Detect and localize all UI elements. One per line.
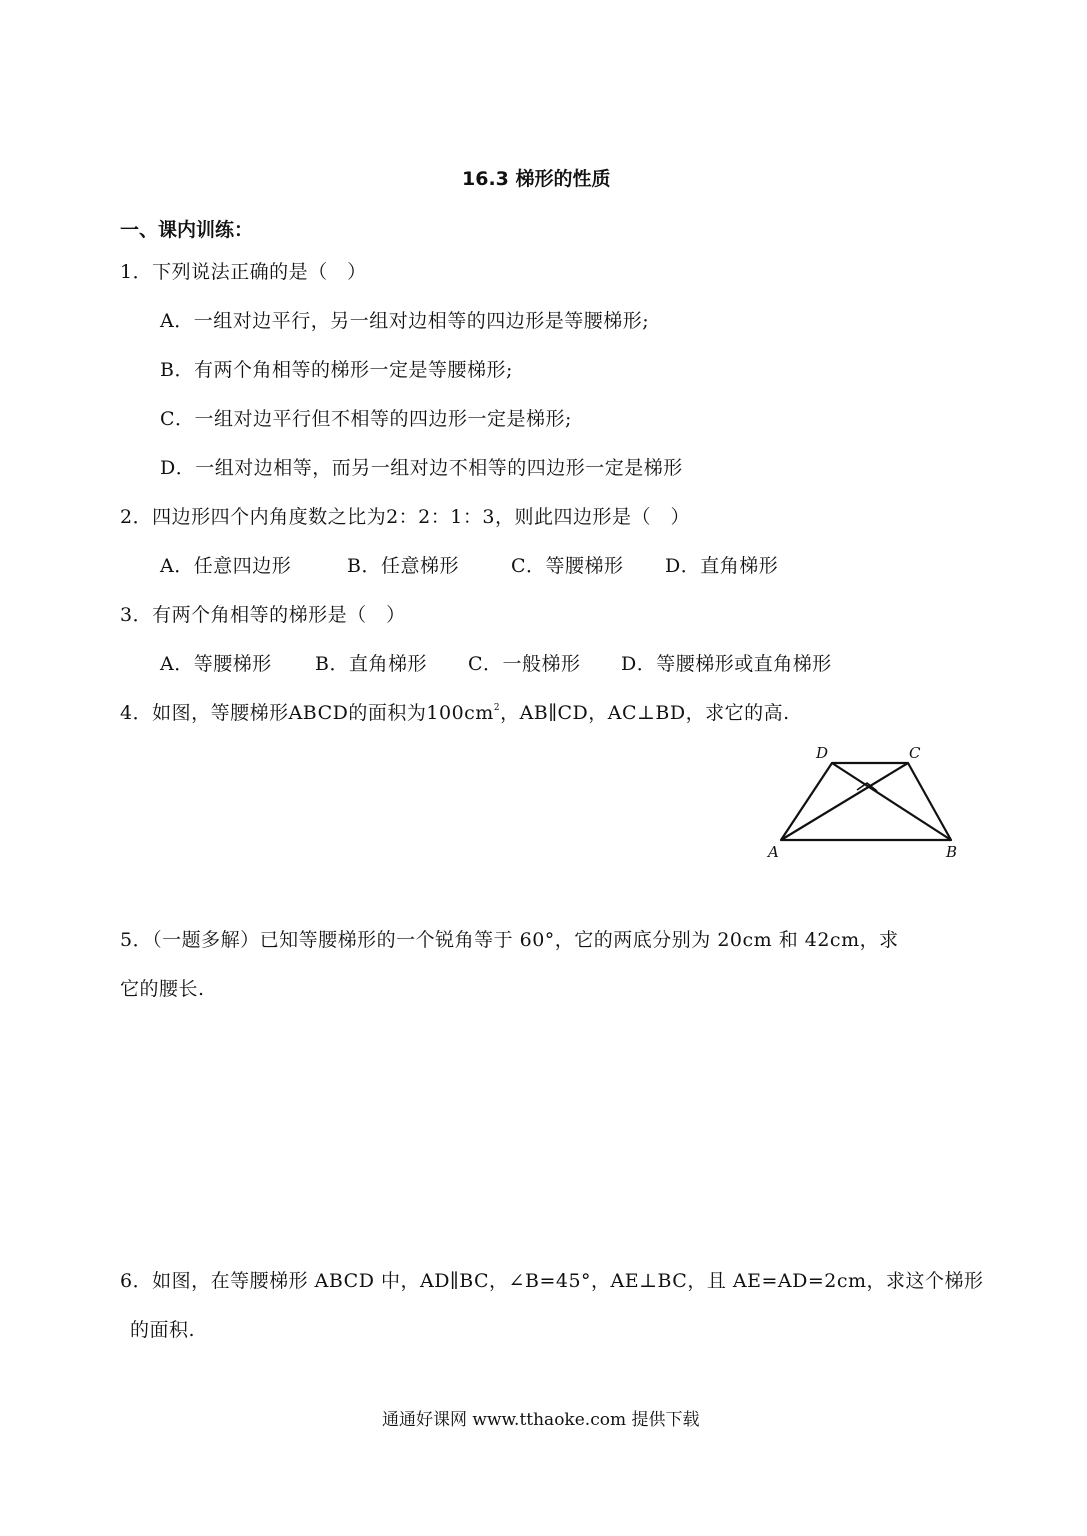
diagonal-ac bbox=[781, 763, 908, 840]
question-3-option-c: C．一般梯形 bbox=[468, 653, 581, 675]
question-4-superscript: 2 bbox=[493, 703, 501, 713]
question-1-option-d: D．一组对边相等，而另一组对边不相等的四边形一定是梯形 bbox=[160, 457, 683, 479]
question-2-option-d: D．直角梯形 bbox=[665, 555, 779, 577]
label-d: D bbox=[816, 744, 829, 762]
label-b: B bbox=[946, 843, 958, 861]
question-2-option-b: B．任意梯形 bbox=[347, 555, 459, 577]
question-6-line-2: 的面积. bbox=[130, 1319, 196, 1341]
question-3-stem: 3．有两个角相等的梯形是（ ） bbox=[120, 604, 406, 626]
question-3-option-d: D．等腰梯形或直角梯形 bbox=[621, 653, 832, 675]
trapezoid-figure bbox=[760, 735, 970, 865]
question-5-line-1: 5．（一题多解）已知等腰梯形的一个锐角等于 60°，它的两底分别为 20cm 和 42cm，求 bbox=[120, 929, 899, 951]
question-2-stem: 2．四边形四个内角度数之比为2：2：1：3，则此四边形是（ ） bbox=[120, 506, 690, 528]
question-1-option-c: C．一组对边平行但不相等的四边形一定是梯形; bbox=[160, 408, 572, 430]
trapezoid-outline bbox=[781, 763, 951, 840]
question-3-option-b: B．直角梯形 bbox=[315, 653, 427, 675]
question-2-option-a: A．任意四边形 bbox=[160, 555, 292, 577]
question-4-stem bbox=[120, 701, 790, 725]
diagonal-bd bbox=[832, 763, 951, 840]
question-2-option-c: C．等腰梯形 bbox=[511, 555, 624, 577]
question-1-option-b: B．有两个角相等的梯形一定是等腰梯形; bbox=[160, 359, 513, 381]
label-a: A bbox=[768, 843, 779, 861]
page-footer: 通通好课网 www.tthaoke.com 提供下载 bbox=[382, 1410, 700, 1430]
section-heading: 一、课内训练： bbox=[120, 219, 254, 241]
page-title: 16.3 梯形的性质 bbox=[462, 168, 611, 190]
question-3-option-a: A．等腰梯形 bbox=[160, 653, 272, 675]
question-4-stem-tail: ，AB∥CD，AC⊥BD，求它的高. bbox=[500, 702, 790, 724]
question-6-line-1: 6．如图，在等腰梯形 ABCD 中，AD∥BC，∠B=45°，AE⊥BC，且 AE=AD=2cm，求这个梯形 bbox=[120, 1270, 984, 1292]
label-c: C bbox=[909, 744, 921, 762]
question-1-option-a: A．一组对边平行，另一组对边相等的四边形是等腰梯形; bbox=[160, 310, 650, 332]
question-4-stem-text: 4．如图，等腰梯形ABCD的面积为100cm bbox=[120, 702, 494, 724]
question-5-line-2: 它的腰长. bbox=[120, 978, 205, 1000]
question-1-stem: 1．下列说法正确的是（ ） bbox=[120, 261, 367, 283]
